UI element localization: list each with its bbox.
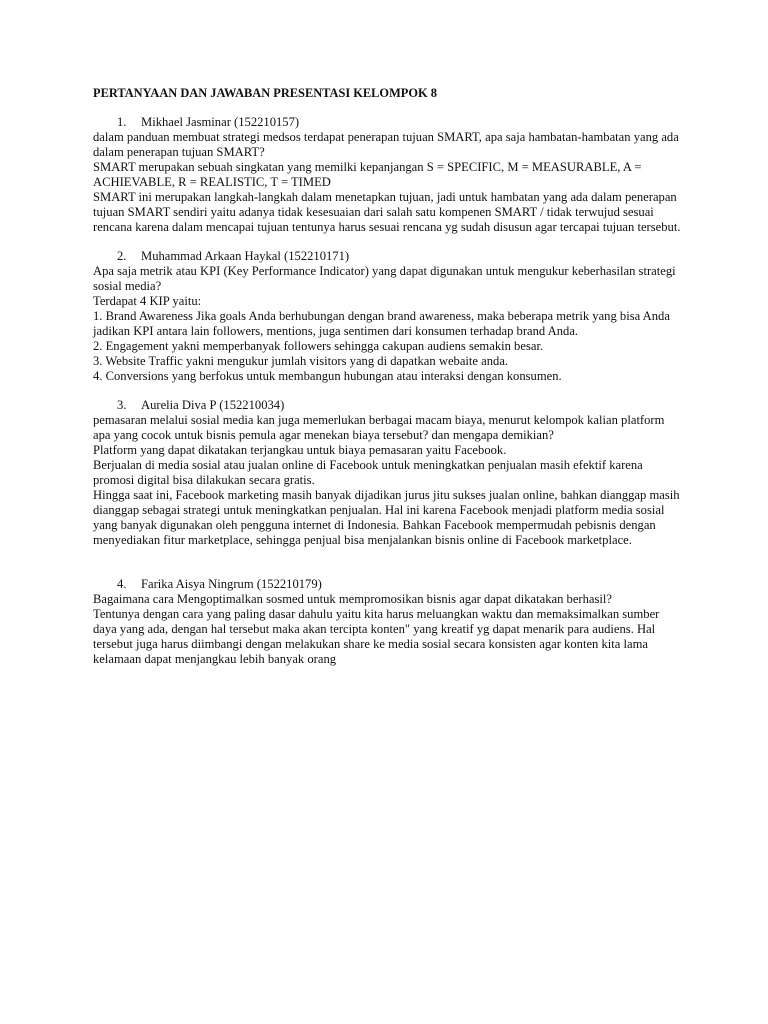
section-4 [93, 577, 683, 667]
section-heading [117, 115, 683, 130]
section-number: 4. [117, 577, 127, 591]
presenter-name: Aurelia Diva P (152210034) [141, 398, 285, 412]
answer-list-item: 3. Website Traffic yakni mengukur jumlah visitors yang di dapatkan webaite anda. [93, 354, 509, 368]
answer-text: SMART merupakan sebuah singkatan yang memilki kepanjangan S = SPECIFIC, M = MEASURABLE, A = ACHIEVABLE, R = REALISTIC, T = TIMED [93, 160, 642, 189]
section-2 [93, 249, 683, 384]
section-3 [93, 398, 683, 548]
presenter-name: Muhammad Arkaan Haykal (152210171) [141, 249, 350, 263]
answer-text: Hingga saat ini, Facebook marketing masih banyak dijadikan jurus jitu sukses jualan online, bahkan dianggap masih dianggap sebagai strategi untuk meningkatkan penjualan. Hal ini karena Facebook menjadi platform media sosial yang banyak digunakan oleh pengguna internet di Indonesia. Bahkan Facebook mempermudah pebisnis dengan menyediakan fitur marketplace, sehingga penjual bisa menjalankan bisnis online di Facebook marketplace. [93, 488, 680, 547]
question-text: pemasaran melalui sosial media kan juga memerlukan berbagai macam biaya, menurut kelompok kalian platform apa yang cocok untuk bisnis pemula agar menekan biaya tersebut? dan mengapa demikian? [93, 413, 665, 442]
answer-text: Tentunya dengan cara yang paling dasar dahulu yaitu kita harus meluangkan waktu dan memaksimalkan sumber daya yang ada, dengan hal tersebut maka akan tercipta konten" yang kreatif yg dapat menarik para audiens. Hal tersebut juga harus diimbangi dengan melakukan share ke media sosial secara konsisten agar konten kita lama kelamaan dapat menjangkau lebih banyak orang [93, 607, 660, 666]
answer-text: Terdapat 4 KIP yaitu: [93, 294, 202, 308]
section-number: 2. [117, 249, 127, 263]
question-text: dalam panduan membuat strategi medsos terdapat penerapan tujuan SMART, apa saja hambatan-hambatan yang ada dalam penerapan tujuan SMART? [93, 130, 679, 159]
question-text: Apa saja metrik atau KPI (Key Performance Indicator) yang dapat digunakan untuk mengukur keberhasilan strategi sosial media? [93, 264, 676, 293]
answer-text: Platform yang dapat dikatakan terjangkau untuk biaya pemasaran yaitu Facebook. [93, 443, 507, 457]
section-heading [117, 398, 683, 413]
answer-list-item: 2. Engagement yakni memperbanyak followers sehingga cakupan audiens semakin besar. [93, 339, 544, 353]
document-title: PERTANYAAN DAN JAWABAN PRESENTASI KELOMPOK 8 [93, 86, 437, 100]
answer-text: Berjualan di media sosial atau jualan online di Facebook untuk meningkatkan penjualan masih efektif karena promosi digital bisa dilakukan secara gratis. [93, 458, 643, 487]
section-number: 3. [117, 398, 127, 412]
presenter-name: Mikhael Jasminar (152210157) [141, 115, 300, 129]
answer-text: SMART ini merupakan langkah-langkah dalam menetapkan tujuan, jadi untuk hambatan yang ada dalam penerapan tujuan SMART sendiri yaitu adanya tidak kesesuaian dari salah satu kompenen SMART / tidak terwujud sesuai rencana karena dalam mencapai tujuan tentunya harus sesuai rencana yg sudah disusun agar tercapai tujuan tersebut. [93, 190, 681, 234]
question-text: Bagaimana cara Mengoptimalkan sosmed untuk mempromosikan bisnis agar dapat dikatakan berhasil? [93, 592, 612, 606]
presenter-name: Farika Aisya Ningrum (152210179) [141, 577, 322, 591]
answer-list-item: 4. Conversions yang berfokus untuk membangun hubungan atau interaksi dengan konsumen. [93, 369, 562, 383]
section-number: 1. [117, 115, 127, 129]
section-heading [117, 249, 683, 264]
section-1 [93, 115, 683, 235]
section-heading [117, 577, 683, 592]
document-body [93, 86, 683, 681]
answer-list-item: 1. Brand Awareness Jika goals Anda berhubungan dengan brand awareness, maka beberapa metrik yang bisa Anda jadikan KPI antara lain followers, mentions, juga sentimen dari konsumen terhadap brand Anda. [93, 309, 670, 338]
